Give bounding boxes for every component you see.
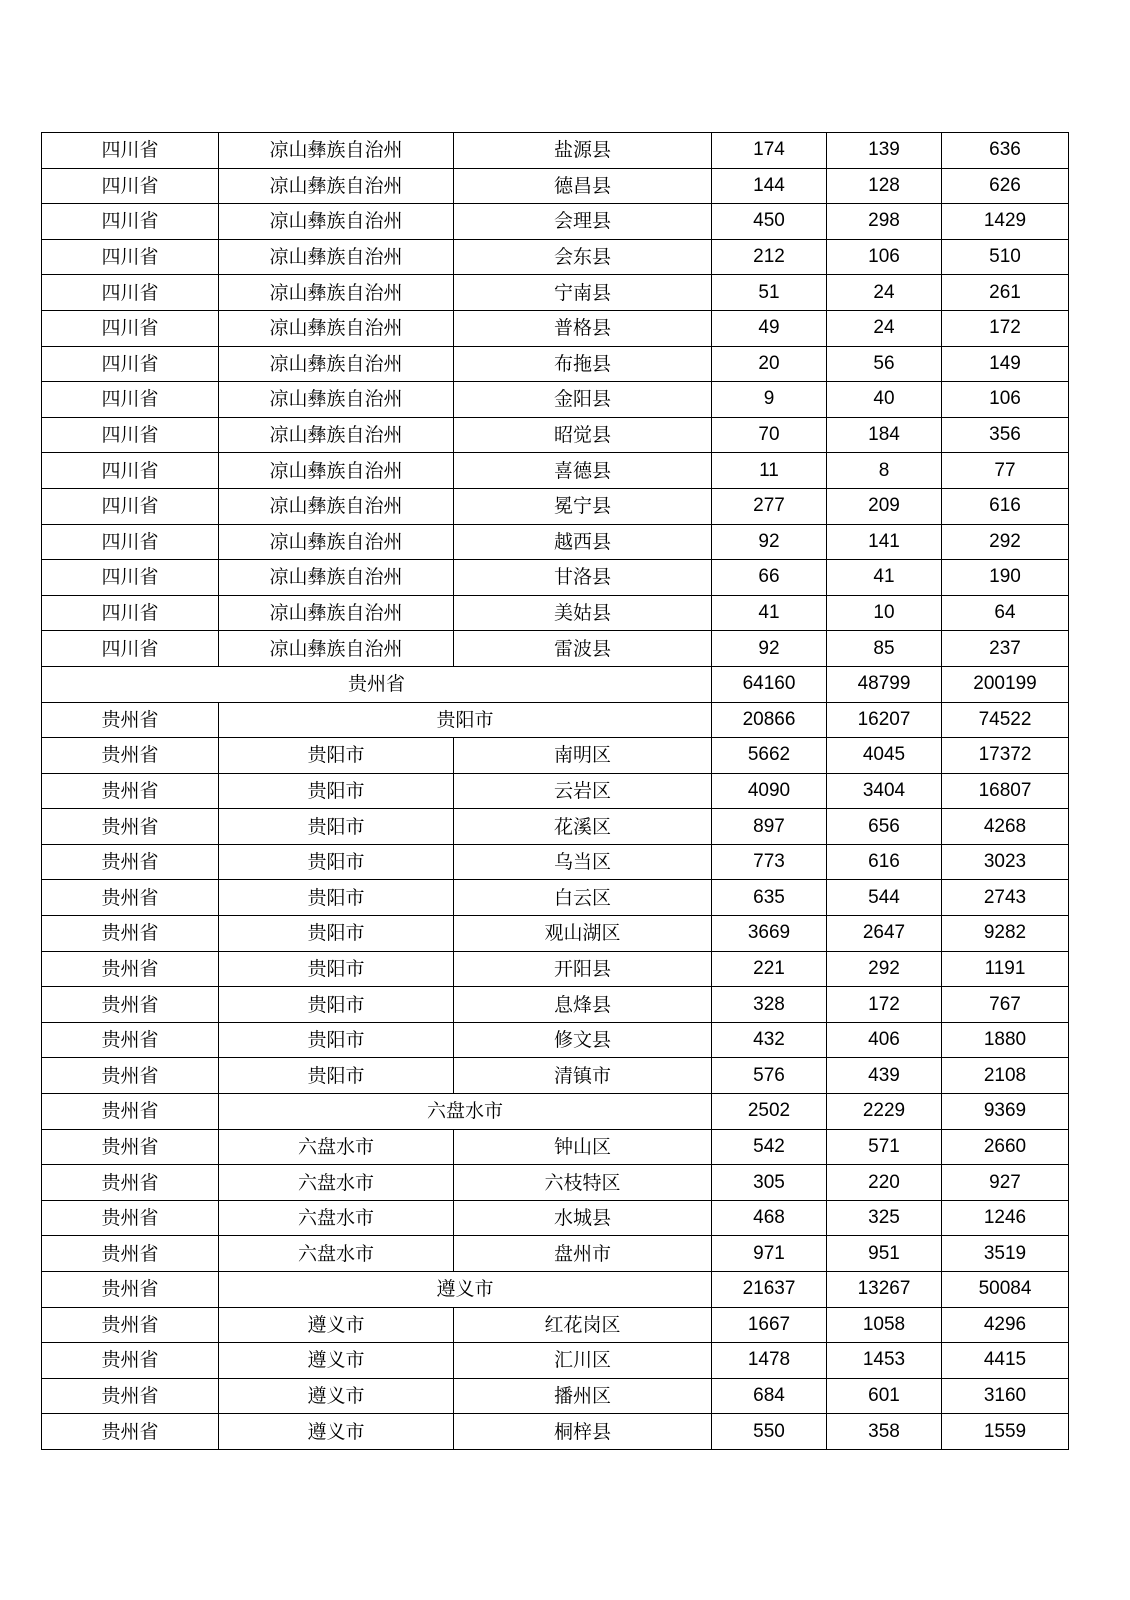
value-1-cell: 5662 (712, 738, 827, 774)
province-cell: 贵州省 (42, 951, 219, 987)
value-1-cell: 635 (712, 880, 827, 916)
province-cell: 四川省 (42, 417, 219, 453)
value-1-cell: 51 (712, 275, 827, 311)
value-3-cell: 4268 (942, 809, 1069, 845)
value-1-cell: 21637 (712, 1272, 827, 1308)
value-1-cell: 432 (712, 1022, 827, 1058)
value-2-cell: 544 (827, 880, 942, 916)
county-cell: 水城县 (454, 1200, 712, 1236)
city-cell: 贵阳市 (219, 916, 454, 952)
table-row-county (42, 1414, 1069, 1450)
value-2-cell: 1453 (827, 1343, 942, 1379)
county-cell: 雷波县 (454, 631, 712, 667)
table-row-county (42, 275, 1069, 311)
table-row-county (42, 168, 1069, 204)
table-row-county (42, 453, 1069, 489)
table-row-city (42, 1272, 1069, 1308)
province-cell: 贵州省 (42, 738, 219, 774)
province-cell: 四川省 (42, 310, 219, 346)
value-3-cell: 510 (942, 239, 1069, 275)
value-2-cell: 4045 (827, 738, 942, 774)
value-3-cell: 1880 (942, 1022, 1069, 1058)
city-cell: 贵阳市 (219, 738, 454, 774)
table-row-county (42, 1343, 1069, 1379)
table-row-county (42, 560, 1069, 596)
value-3-cell: 190 (942, 560, 1069, 596)
value-1-cell: 20 (712, 346, 827, 382)
value-3-cell: 636 (942, 133, 1069, 169)
city-cell: 遵义市 (219, 1414, 454, 1450)
value-3-cell: 2743 (942, 880, 1069, 916)
city-cell: 凉山彝族自治州 (219, 560, 454, 596)
value-1-cell: 2502 (712, 1094, 827, 1130)
table-row-county (42, 524, 1069, 560)
province-cell: 四川省 (42, 631, 219, 667)
statistics-table (41, 132, 1069, 1450)
table-row-province (42, 666, 1069, 702)
county-cell: 汇川区 (454, 1343, 712, 1379)
table-row-county (42, 204, 1069, 240)
county-cell: 清镇市 (454, 1058, 712, 1094)
county-cell: 甘洛县 (454, 560, 712, 596)
value-2-cell: 406 (827, 1022, 942, 1058)
province-cell: 贵州省 (42, 1165, 219, 1201)
city-total-label-cell: 六盘水市 (219, 1094, 712, 1130)
value-2-cell: 2647 (827, 916, 942, 952)
city-cell: 贵阳市 (219, 809, 454, 845)
table-row-county (42, 133, 1069, 169)
value-1-cell: 277 (712, 488, 827, 524)
value-3-cell: 626 (942, 168, 1069, 204)
value-2-cell: 209 (827, 488, 942, 524)
county-cell: 修文县 (454, 1022, 712, 1058)
province-cell: 贵州省 (42, 1414, 219, 1450)
value-2-cell: 41 (827, 560, 942, 596)
value-2-cell: 656 (827, 809, 942, 845)
value-2-cell: 128 (827, 168, 942, 204)
value-2-cell: 10 (827, 595, 942, 631)
value-1-cell: 450 (712, 204, 827, 240)
table-row-county (42, 1378, 1069, 1414)
county-cell: 德昌县 (454, 168, 712, 204)
value-1-cell: 92 (712, 524, 827, 560)
table-row-county (42, 1058, 1069, 1094)
city-cell: 凉山彝族自治州 (219, 133, 454, 169)
value-3-cell: 261 (942, 275, 1069, 311)
county-cell: 桐梓县 (454, 1414, 712, 1450)
county-cell: 宁南县 (454, 275, 712, 311)
value-2-cell: 616 (827, 844, 942, 880)
value-1-cell: 49 (712, 310, 827, 346)
city-cell: 贵阳市 (219, 1058, 454, 1094)
value-1-cell: 41 (712, 595, 827, 631)
table-row-city (42, 702, 1069, 738)
province-cell: 贵州省 (42, 1272, 219, 1308)
value-3-cell: 1429 (942, 204, 1069, 240)
province-cell: 四川省 (42, 524, 219, 560)
province-cell: 贵州省 (42, 844, 219, 880)
table-row-county (42, 951, 1069, 987)
value-3-cell: 64 (942, 595, 1069, 631)
province-cell: 贵州省 (42, 1094, 219, 1130)
county-cell: 六枝特区 (454, 1165, 712, 1201)
county-cell: 播州区 (454, 1378, 712, 1414)
value-2-cell: 601 (827, 1378, 942, 1414)
value-3-cell: 149 (942, 346, 1069, 382)
table-row-county (42, 595, 1069, 631)
county-cell: 白云区 (454, 880, 712, 916)
value-3-cell: 9369 (942, 1094, 1069, 1130)
table-row-county (42, 1200, 1069, 1236)
table-row-county (42, 987, 1069, 1023)
county-cell: 美姑县 (454, 595, 712, 631)
city-cell: 六盘水市 (219, 1165, 454, 1201)
city-cell: 遵义市 (219, 1343, 454, 1379)
province-total-label-cell: 贵州省 (42, 666, 712, 702)
value-3-cell: 1246 (942, 1200, 1069, 1236)
value-1-cell: 897 (712, 809, 827, 845)
county-cell: 布拖县 (454, 346, 712, 382)
value-1-cell: 576 (712, 1058, 827, 1094)
value-3-cell: 4296 (942, 1307, 1069, 1343)
value-2-cell: 2229 (827, 1094, 942, 1130)
city-cell: 凉山彝族自治州 (219, 382, 454, 418)
value-2-cell: 184 (827, 417, 942, 453)
province-cell: 贵州省 (42, 1129, 219, 1165)
value-1-cell: 20866 (712, 702, 827, 738)
table-row-county (42, 773, 1069, 809)
value-1-cell: 66 (712, 560, 827, 596)
value-2-cell: 24 (827, 310, 942, 346)
city-cell: 凉山彝族自治州 (219, 453, 454, 489)
county-cell: 盐源县 (454, 133, 712, 169)
table-row-county (42, 916, 1069, 952)
value-1-cell: 174 (712, 133, 827, 169)
province-cell: 四川省 (42, 560, 219, 596)
county-cell: 南明区 (454, 738, 712, 774)
city-cell: 贵阳市 (219, 844, 454, 880)
province-cell: 贵州省 (42, 1343, 219, 1379)
value-2-cell: 951 (827, 1236, 942, 1272)
city-cell: 凉山彝族自治州 (219, 168, 454, 204)
province-cell: 贵州省 (42, 773, 219, 809)
city-cell: 凉山彝族自治州 (219, 417, 454, 453)
value-2-cell: 16207 (827, 702, 942, 738)
value-3-cell: 16807 (942, 773, 1069, 809)
value-2-cell: 8 (827, 453, 942, 489)
county-cell: 红花岗区 (454, 1307, 712, 1343)
province-cell: 贵州省 (42, 1236, 219, 1272)
table-row-county (42, 1307, 1069, 1343)
value-2-cell: 106 (827, 239, 942, 275)
value-1-cell: 212 (712, 239, 827, 275)
province-cell: 贵州省 (42, 1022, 219, 1058)
city-cell: 凉山彝族自治州 (219, 595, 454, 631)
value-1-cell: 328 (712, 987, 827, 1023)
value-2-cell: 298 (827, 204, 942, 240)
city-cell: 贵阳市 (219, 880, 454, 916)
table-row-county (42, 310, 1069, 346)
city-cell: 六盘水市 (219, 1129, 454, 1165)
county-cell: 云岩区 (454, 773, 712, 809)
city-cell: 凉山彝族自治州 (219, 310, 454, 346)
city-cell: 贵阳市 (219, 1022, 454, 1058)
value-1-cell: 1478 (712, 1343, 827, 1379)
value-2-cell: 56 (827, 346, 942, 382)
value-1-cell: 1667 (712, 1307, 827, 1343)
value-2-cell: 3404 (827, 773, 942, 809)
value-2-cell: 325 (827, 1200, 942, 1236)
county-cell: 息烽县 (454, 987, 712, 1023)
table-row-county (42, 417, 1069, 453)
table-row-city (42, 1094, 1069, 1130)
county-cell: 观山湖区 (454, 916, 712, 952)
province-cell: 贵州省 (42, 702, 219, 738)
city-total-label-cell: 遵义市 (219, 1272, 712, 1308)
value-2-cell: 220 (827, 1165, 942, 1201)
value-1-cell: 9 (712, 382, 827, 418)
province-cell: 四川省 (42, 168, 219, 204)
table-row-county (42, 844, 1069, 880)
value-1-cell: 144 (712, 168, 827, 204)
value-2-cell: 292 (827, 951, 942, 987)
value-1-cell: 64160 (712, 666, 827, 702)
county-cell: 喜德县 (454, 453, 712, 489)
value-3-cell: 74522 (942, 702, 1069, 738)
province-cell: 四川省 (42, 133, 219, 169)
table-row-county (42, 488, 1069, 524)
county-cell: 钟山区 (454, 1129, 712, 1165)
city-cell: 遵义市 (219, 1307, 454, 1343)
value-1-cell: 773 (712, 844, 827, 880)
value-2-cell: 358 (827, 1414, 942, 1450)
value-3-cell: 9282 (942, 916, 1069, 952)
province-cell: 贵州省 (42, 1058, 219, 1094)
province-cell: 四川省 (42, 346, 219, 382)
value-3-cell: 4415 (942, 1343, 1069, 1379)
value-3-cell: 106 (942, 382, 1069, 418)
value-1-cell: 92 (712, 631, 827, 667)
value-3-cell: 1191 (942, 951, 1069, 987)
value-3-cell: 927 (942, 1165, 1069, 1201)
province-cell: 四川省 (42, 595, 219, 631)
table-row-county (42, 1022, 1069, 1058)
province-cell: 贵州省 (42, 809, 219, 845)
city-cell: 遵义市 (219, 1378, 454, 1414)
table-row-county (42, 346, 1069, 382)
city-cell: 凉山彝族自治州 (219, 275, 454, 311)
city-cell: 六盘水市 (219, 1236, 454, 1272)
county-cell: 花溪区 (454, 809, 712, 845)
province-cell: 贵州省 (42, 880, 219, 916)
county-cell: 会东县 (454, 239, 712, 275)
county-cell: 盘州市 (454, 1236, 712, 1272)
value-1-cell: 3669 (712, 916, 827, 952)
value-3-cell: 172 (942, 310, 1069, 346)
province-cell: 四川省 (42, 382, 219, 418)
county-cell: 冕宁县 (454, 488, 712, 524)
province-cell: 贵州省 (42, 1200, 219, 1236)
value-1-cell: 305 (712, 1165, 827, 1201)
city-cell: 六盘水市 (219, 1200, 454, 1236)
value-1-cell: 4090 (712, 773, 827, 809)
county-cell: 乌当区 (454, 844, 712, 880)
value-1-cell: 70 (712, 417, 827, 453)
value-3-cell: 3519 (942, 1236, 1069, 1272)
value-3-cell: 3023 (942, 844, 1069, 880)
value-3-cell: 356 (942, 417, 1069, 453)
value-2-cell: 24 (827, 275, 942, 311)
city-cell: 凉山彝族自治州 (219, 204, 454, 240)
province-cell: 四川省 (42, 239, 219, 275)
value-3-cell: 77 (942, 453, 1069, 489)
city-cell: 凉山彝族自治州 (219, 524, 454, 560)
county-cell: 金阳县 (454, 382, 712, 418)
city-cell: 贵阳市 (219, 987, 454, 1023)
value-2-cell: 48799 (827, 666, 942, 702)
value-2-cell: 13267 (827, 1272, 942, 1308)
value-2-cell: 1058 (827, 1307, 942, 1343)
county-cell: 昭觉县 (454, 417, 712, 453)
city-cell: 凉山彝族自治州 (219, 488, 454, 524)
city-total-label-cell: 贵阳市 (219, 702, 712, 738)
table-row-county (42, 738, 1069, 774)
province-cell: 四川省 (42, 204, 219, 240)
table-row-county (42, 1165, 1069, 1201)
value-3-cell: 292 (942, 524, 1069, 560)
province-cell: 贵州省 (42, 1378, 219, 1414)
province-cell: 贵州省 (42, 916, 219, 952)
value-3-cell: 616 (942, 488, 1069, 524)
province-cell: 贵州省 (42, 1307, 219, 1343)
province-cell: 四川省 (42, 488, 219, 524)
county-cell: 普格县 (454, 310, 712, 346)
value-2-cell: 571 (827, 1129, 942, 1165)
value-2-cell: 439 (827, 1058, 942, 1094)
table-row-county (42, 1129, 1069, 1165)
value-2-cell: 85 (827, 631, 942, 667)
value-1-cell: 550 (712, 1414, 827, 1450)
province-cell: 四川省 (42, 453, 219, 489)
table-row-county (42, 382, 1069, 418)
value-3-cell: 17372 (942, 738, 1069, 774)
county-cell: 开阳县 (454, 951, 712, 987)
value-1-cell: 542 (712, 1129, 827, 1165)
county-cell: 越西县 (454, 524, 712, 560)
value-2-cell: 172 (827, 987, 942, 1023)
table-row-county (42, 880, 1069, 916)
value-3-cell: 3160 (942, 1378, 1069, 1414)
table-row-county (42, 631, 1069, 667)
table-row-county (42, 1236, 1069, 1272)
value-3-cell: 200199 (942, 666, 1069, 702)
county-cell: 会理县 (454, 204, 712, 240)
value-3-cell: 237 (942, 631, 1069, 667)
city-cell: 凉山彝族自治州 (219, 631, 454, 667)
city-cell: 凉山彝族自治州 (219, 346, 454, 382)
table-row-county (42, 239, 1069, 275)
table-row-county (42, 809, 1069, 845)
value-1-cell: 971 (712, 1236, 827, 1272)
value-1-cell: 468 (712, 1200, 827, 1236)
city-cell: 凉山彝族自治州 (219, 239, 454, 275)
value-1-cell: 684 (712, 1378, 827, 1414)
province-cell: 四川省 (42, 275, 219, 311)
value-3-cell: 2108 (942, 1058, 1069, 1094)
table-body (42, 133, 1069, 1450)
city-cell: 贵阳市 (219, 951, 454, 987)
value-3-cell: 50084 (942, 1272, 1069, 1308)
value-1-cell: 221 (712, 951, 827, 987)
value-2-cell: 40 (827, 382, 942, 418)
value-1-cell: 11 (712, 453, 827, 489)
province-cell: 贵州省 (42, 987, 219, 1023)
value-3-cell: 1559 (942, 1414, 1069, 1450)
value-2-cell: 141 (827, 524, 942, 560)
value-2-cell: 139 (827, 133, 942, 169)
value-3-cell: 2660 (942, 1129, 1069, 1165)
value-3-cell: 767 (942, 987, 1069, 1023)
city-cell: 贵阳市 (219, 773, 454, 809)
